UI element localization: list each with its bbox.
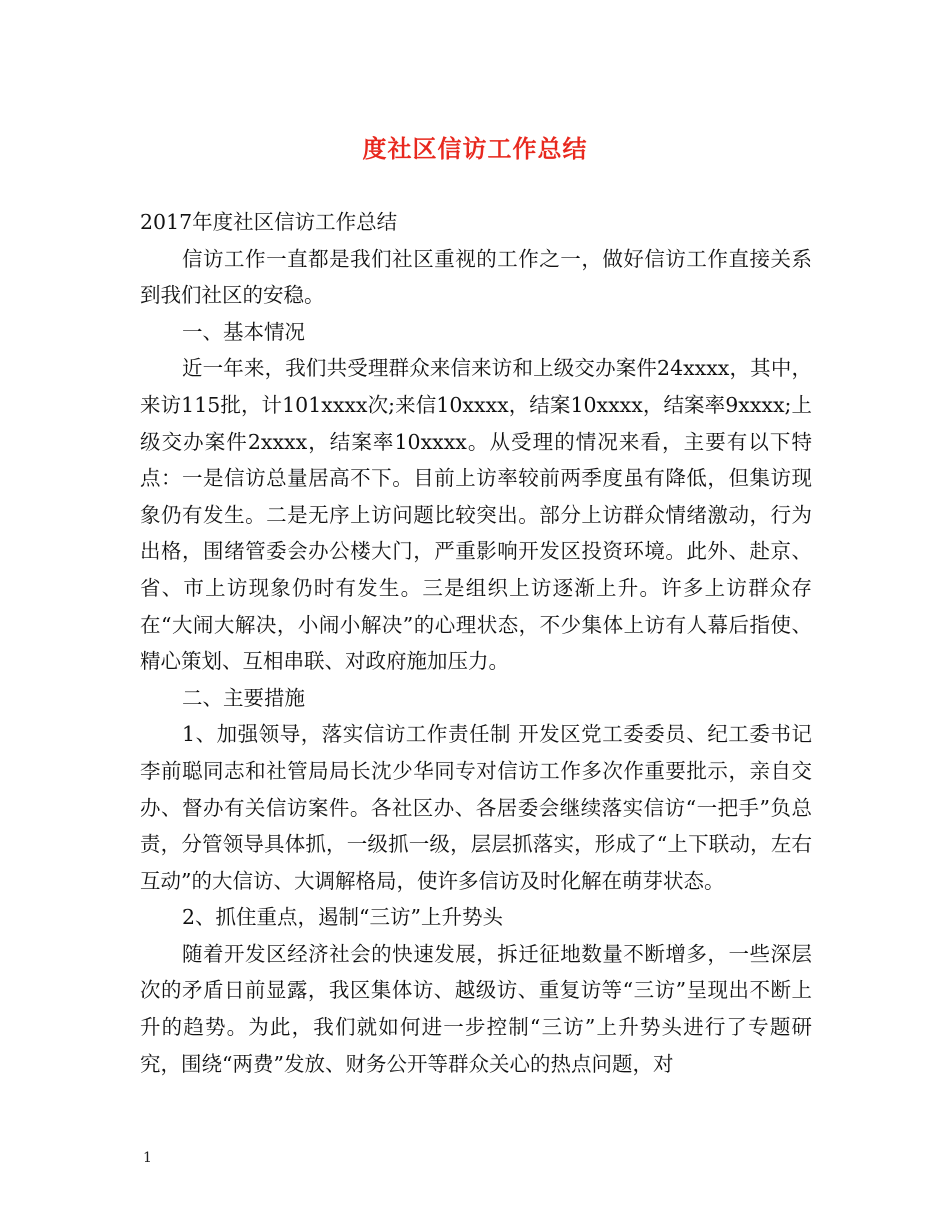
subtitle-line: 2017年度社区信访工作总结 <box>140 210 398 234</box>
measure-one-paragraph: 1、加强领导，落实信访工作责任制 开发区党工委委员、纪工委书记李前聪同志和社管局局长沈少华同专对信访工作多次作重要批示，亲自交办、督办有关信访案件。各社区办、各居委会继续落实信访“一把手”负总责，分管领导具体抓，一级抓一级，层层抓落实，形成了“上下联动，左右互动”的大信访、大调解格局，使许多信访及时化解在萌芽状态。 <box>140 722 812 893</box>
measure-two-heading: 2、抓住重点，遏制“三访”上升势头 <box>182 905 504 930</box>
section-heading-basic: 一、基本情况 <box>182 319 305 344</box>
intro-paragraph: 信访工作一直都是我们社区重视的工作之一，做好信访工作直接关系到我们社区的安稳。 <box>140 246 812 308</box>
measure-two-paragraph: 随着开发区经济社会的快速发展，拆迁征地数量不断增多，一些深层次的矛盾日前显露，我区集体访、越级访、重复访等“三访”呈现出不断上升的趋势。为此，我们就如何进一步控制“三访”上升势头进行了专题研究，围绕“两费”发放、财务公开等群众关心的热点问题，对 <box>140 941 812 1076</box>
basic-situation-paragraph: 近一年来，我们共受理群众来信来访和上级交办案件24xxxx，其中，来访115批，计101xxxx次;来信10xxxx，结案10xxxx，结案率9xxxx;上级交办案件2xxxx，结案率10xxxx。从受理的情况来看，主要有以下特点：一是信访总量居高不下。目前上访率较前两季度虽有降低，但集访现象仍有发生。二是无序上访问题比较突出。部分上访群众情绪激动，行为出格，围绪管委会办公楼大门，严重影响开发区投资环境。此外、赴京、省、市上访现象仍时有发生。三是组织上访逐渐上升。许多上访群众存在“大闹大解决，小闹小解决”的心理状态，不少集体上访有人幕后指使、精心策划、互相串联、对政府施加压力。 <box>140 356 812 674</box>
page-number: 1 <box>143 1150 152 1166</box>
document-title: 度社区信访工作总结 <box>362 134 588 163</box>
section-heading-measures: 二、主要措施 <box>182 685 305 710</box>
document-body <box>140 204 812 1082</box>
